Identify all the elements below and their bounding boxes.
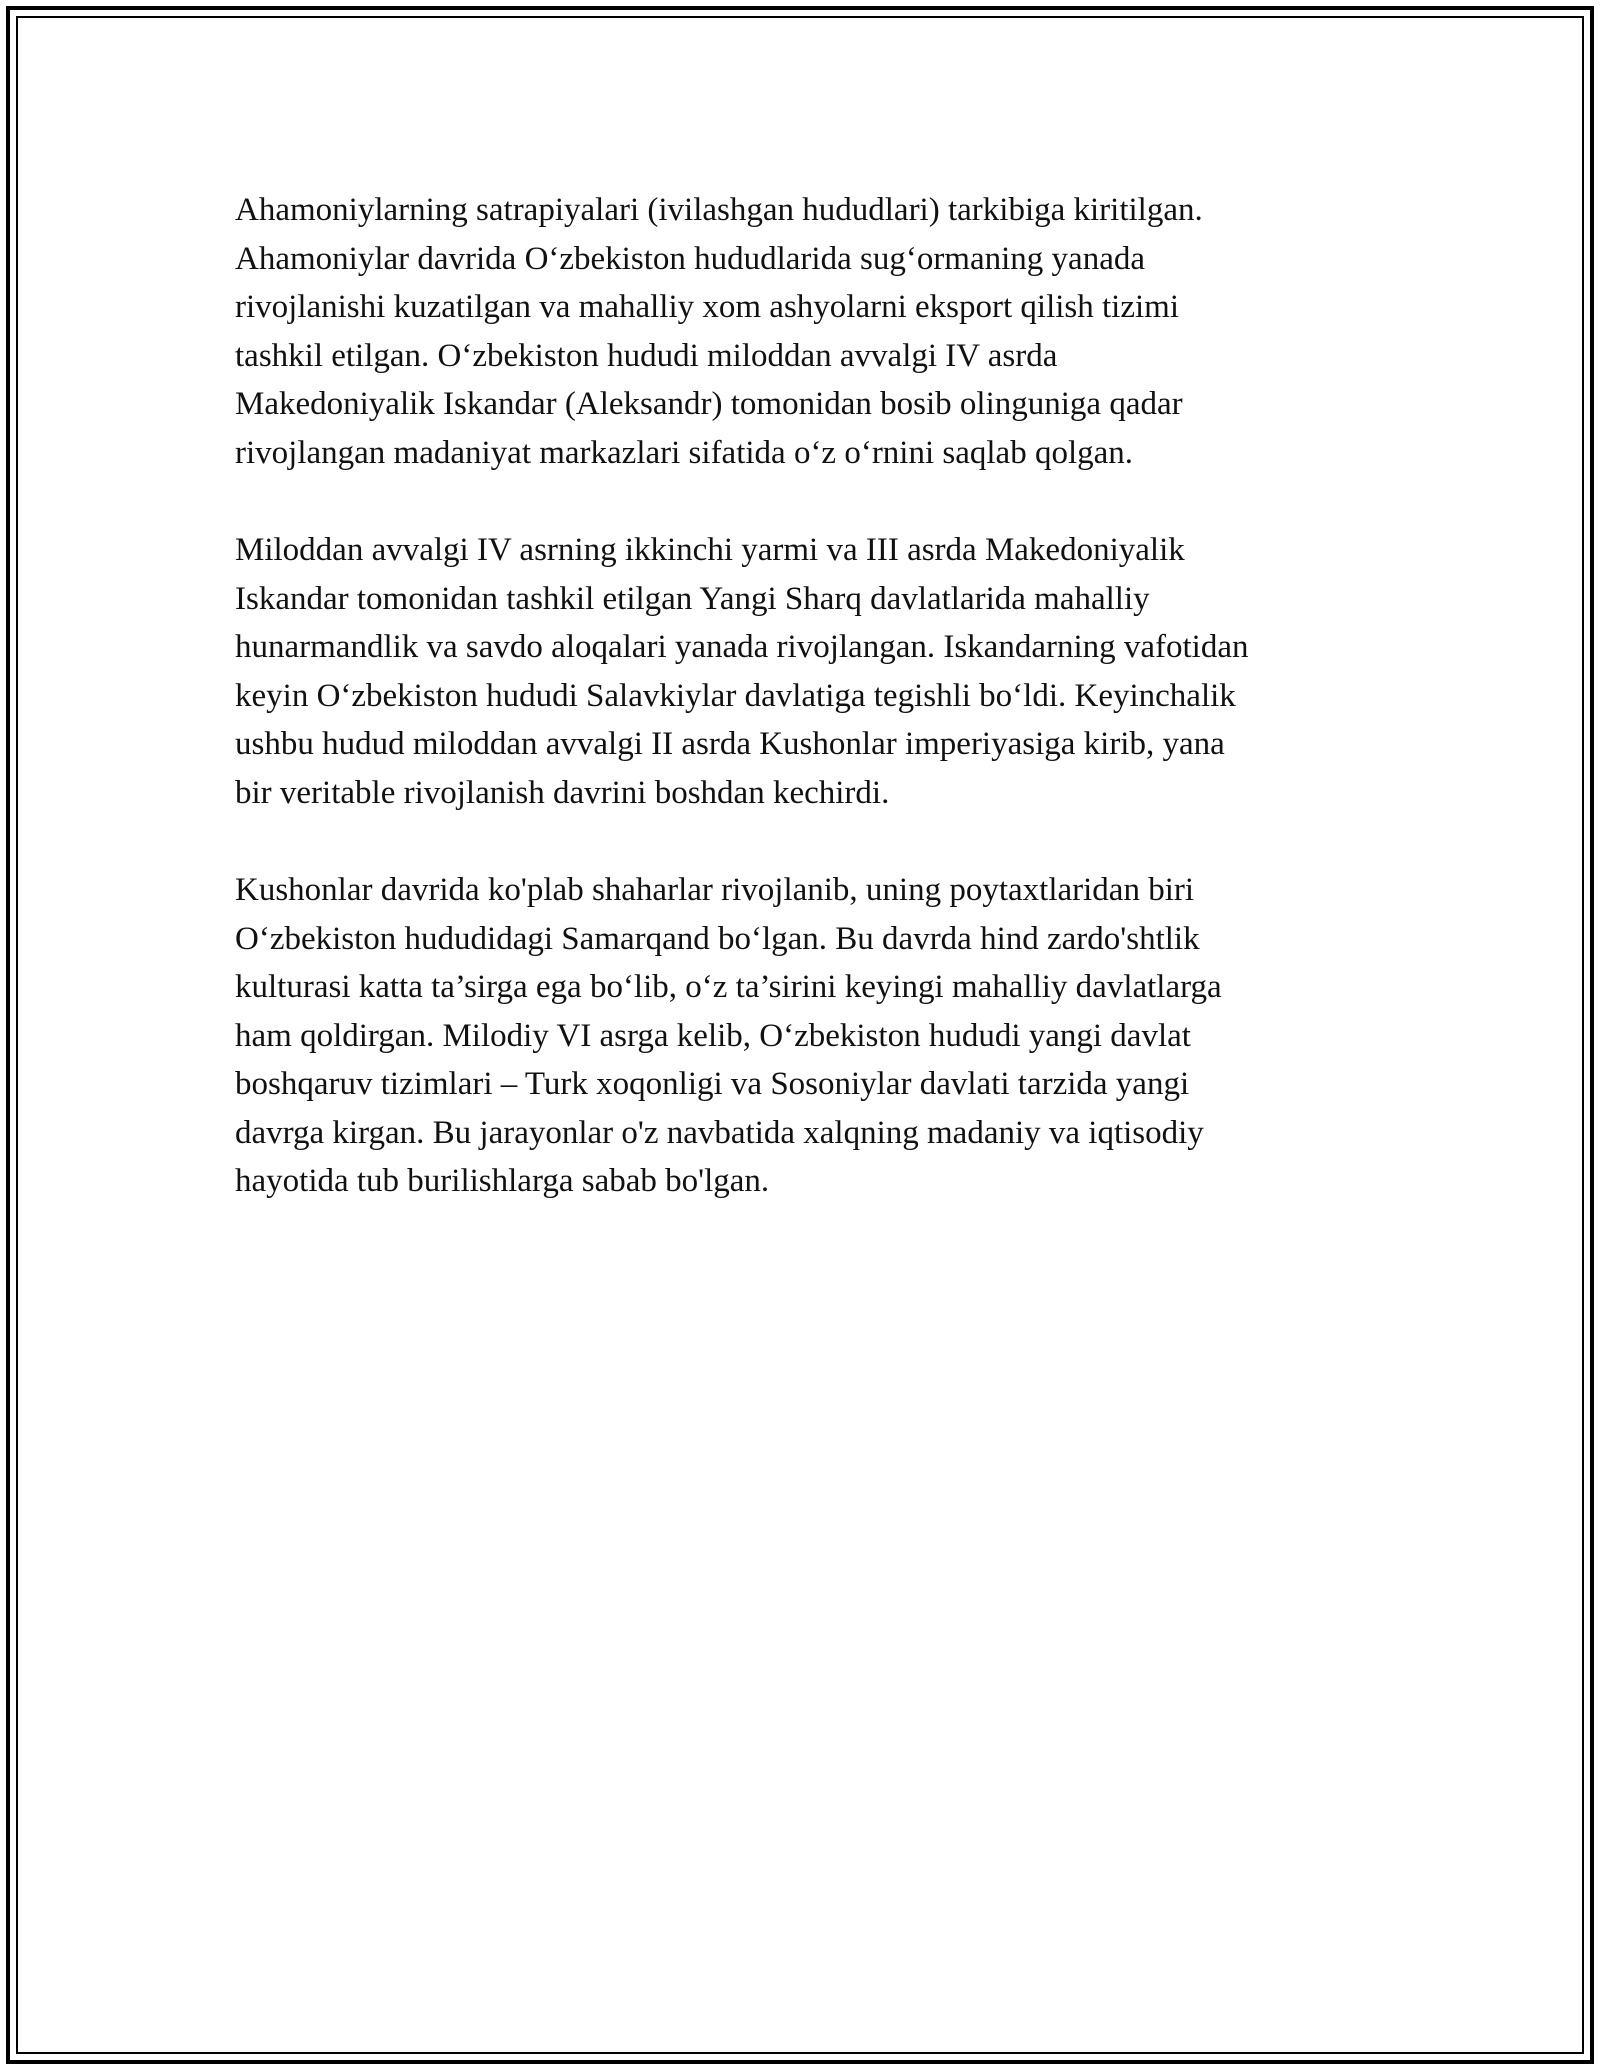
- text-line: Miloddan avvalgi IV asrning ikkinchi yarmi va III asrda Makedoniyalik: [235, 532, 1185, 568]
- text-line: bir veritable rivojlanish davrini boshdan kechirdi.: [235, 774, 890, 811]
- text-line: keyin O‘zbekiston hududi Salavkiylar davlatiga tegishli bo‘ldi. Keyinchalik: [235, 677, 1236, 714]
- document-body: [235, 186, 1395, 1255]
- text-line: ham qoldirgan. Milodiy VI asrga kelib, O‘zbekiston hududi yangi davlat: [235, 1017, 1191, 1054]
- text-line: ushbu hudud miloddan avvalgi II asrda Kushonlar imperiyasiga kirib, yana: [235, 726, 1225, 762]
- text-line: davrga kirgan. Bu jarayonlar o'z navbatida xalqning madaniy va iqtisodiy: [235, 1114, 1204, 1151]
- text-line: hunarmandlik va savdo aloqalari yanada rivojlangan. Iskandarning vafotidan: [235, 629, 1249, 665]
- text-line: Kushonlar davrida ko'plab shaharlar rivojlanib, uning poytaxtlaridan biri: [235, 872, 1195, 908]
- text-line: O‘zbekiston hududidagi Samarqand bo‘lgan. Bu davrda hind zardo'shtlik: [235, 920, 1200, 957]
- text-line: Ahamoniylar davrida O‘zbekiston hududlarida sug‘ormaning yanada: [235, 240, 1145, 277]
- text-line: Iskandar tomonidan tashkil etilgan Yangi Sharq davlatlarida mahalliy: [235, 580, 1150, 617]
- text-line: hayotida tub burilishlarga sabab bo'lgan.: [235, 1163, 770, 1199]
- paragraph-2: [235, 526, 1395, 817]
- text-line: rivojlanishi kuzatilgan va mahalliy xom ashyolarni eksport qilish tizimi: [235, 289, 1179, 325]
- paragraph-1: [235, 186, 1395, 477]
- text-line: kulturasi katta ta’sirga ega bo‘lib, o‘z ta’sirini keyingi mahalliy davlatlarga: [235, 969, 1222, 1005]
- text-line: rivojlangan madaniyat markazlari sifatida o‘z o‘rnini saqlab qolgan.: [235, 434, 1134, 471]
- text-line: Ahamoniylarning satrapiyalari (ivilashgan hududlari) tarkibiga kiritilgan.: [235, 192, 1203, 228]
- text-line: boshqaruv tizimlari – Turk xoqonligi va Sosoniylar davlati tarzida yangi: [235, 1066, 1190, 1102]
- paragraph-3: [235, 866, 1395, 1206]
- text-line: Makedoniyalik Iskandar (Aleksandr) tomonidan bosib olinguniga qadar: [235, 386, 1183, 422]
- text-line: tashkil etilgan. O‘zbekiston hududi miloddan avvalgi IV asrda: [235, 337, 1058, 374]
